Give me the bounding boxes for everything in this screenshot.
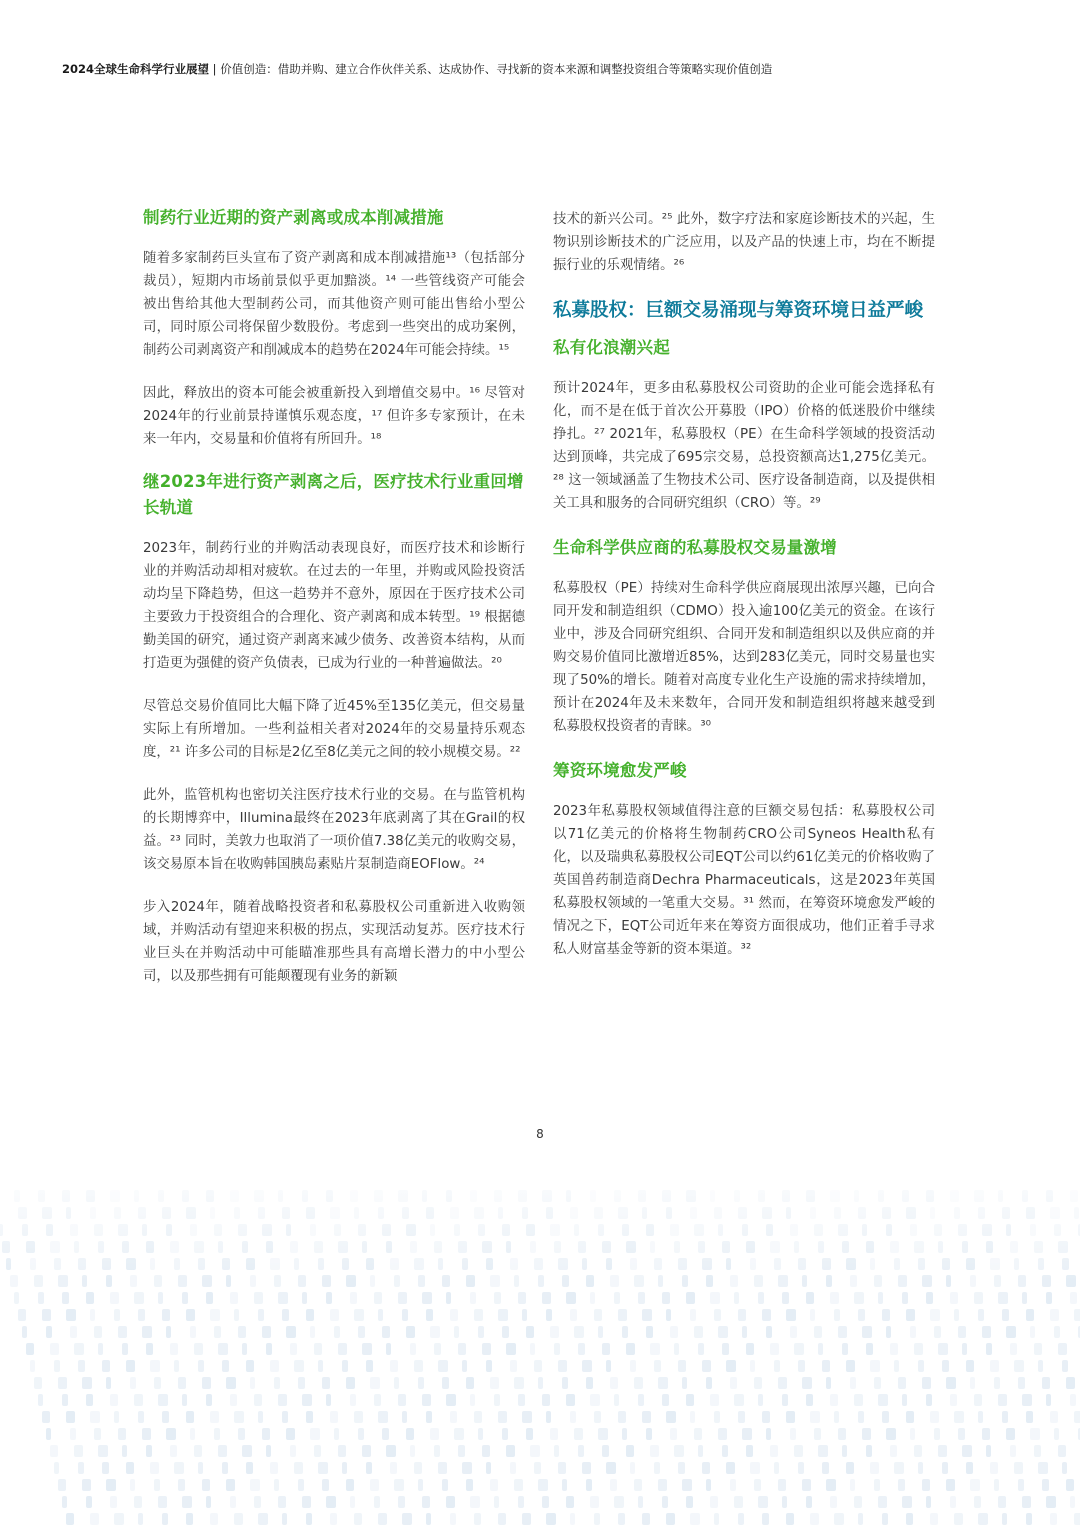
paragraph: 2023年私募股权领域值得注意的巨额交易包括：私募股权公司以71亿美元的价格将生物制药CRO公司Syneos Health私有化，以及瑞典私募股权公司EQT公司以约61亿美元的价格收购了英国兽药制造商Dechra Pharmaceuticals，这是2023年英国私募股权领域的一笔重大交易。³¹ 然而，在筹资环境愈发严峻的情况之下，EQT公司近年来在筹资方面很成功，他们正着手寻求私人财富基金等新的资本渠道。³²	[553, 804, 935, 957]
report-title: 2024全球生命科学行业展望	[62, 62, 210, 76]
paragraph: 因此，释放出的资本可能会被重新投入到增值交易中。¹⁶ 尽管对2024年的行业前景持谨慎乐观态度，¹⁷ 但许多专家预计，在未来一年内，交易量和价值将有所回升。¹⁸	[143, 386, 525, 447]
left-column	[143, 205, 525, 1008]
paragraph: 预计2024年，更多由私募股权公司资助的企业可能会选择私有化，而不是在低于首次公开募股（IPO）价格的低迷股价中继续挣扎。²⁷ 2021年，私募股权（PE）在生命科学领域的投资活动达到顶峰，共完成了695宗交易，总投资额高达1,275亿美元。²⁸ 这一领域涵盖了生物技术公司、医疗设备制造商，以及提供相关工具和服务的合同研究组织（CRO）等。²⁹	[553, 381, 935, 511]
right-column	[553, 208, 935, 981]
page-header	[62, 61, 1042, 77]
section-heading-fundraising: 筹资环境愈发严峻	[553, 761, 687, 780]
paragraph: 步入2024年，随着战略投资者和私募股权公司重新进入收购领域，并购活动有望迎来积极的拐点，实现活动复苏。医疗技术行业巨头在并购活动中可能瞄准那些具有高增长潜力的中小型公司，以及那些拥有可能颠覆现有业务的新颖	[143, 900, 525, 984]
paragraph: 技术的新兴公司。²⁵ 此外，数字疗法和家庭诊断技术的兴起，生物识别诊断技术的广泛应用，以及产品的快速上市，均在不断提振行业的乐观情绪。²⁶	[553, 212, 935, 273]
page-number: 8	[536, 1127, 544, 1141]
section-title-private-equity: 私募股权：巨额交易涌现与筹资环境日益严峻	[553, 300, 924, 321]
paragraph: 2023年，制药行业的并购活动表现良好，而医疗技术和诊断行业的并购活动却相对疲软。在过去的一年里，并购或风险投资活动均呈下降趋势，但这一趋势并不意外，原因在于医疗技术公司主要致力于投资组合的合理化、资产剥离和成本转型。¹⁹ 根据德勤美国的研究，通过资产剥离来减少债务、改善资本结构，从而打造更为强健的资产负债表，已成为行业的一种普遍做法。²⁰	[143, 541, 525, 671]
paragraph: 此外，监管机构也密切关注医疗技术行业的交易。在与监管机构的长期博弈中，Illumina最终在2023年底剥离了其在Grail的权益。²³ 同时，美敦力也取消了一项价值7.38亿美元的收购交易，该交易原本旨在收购韩国胰岛素贴片泵制造商EOFlow。²⁴	[143, 788, 525, 872]
decorative-dot-pattern	[0, 1150, 1080, 1526]
section-heading-medtech: 继2023年进行资产剥离之后，医疗技术行业重回增长轨道	[143, 472, 524, 517]
paragraph: 私募股权（PE）持续对生命科学供应商展现出浓厚兴趣，已向合同开发和制造组织（CDMO）投入逾100亿美元的资金。在该行业中，涉及合同研究组织、合同开发和制造组织以及供应商的并购交易价值同比激增近85%，达到283亿美元，同时交易量也实现了50%的增长。随着对高度专业化生产设施的需求持续增加，预计在2024年及未来数年，合同开发和制造组织将越来越受到私募股权投资者的青睐。³⁰	[553, 581, 935, 734]
section-heading-privatization: 私有化浪潮兴起	[553, 338, 670, 357]
report-subtitle: | 价值创造：借助并购、建立合作伙伴关系、达成协作、寻找新的资本来源和调整投资组合等策略实现价值创造	[209, 62, 773, 76]
section-heading-divestiture: 制药行业近期的资产剥离或成本削减措施	[143, 208, 444, 227]
section-heading-supplier-pe: 生命科学供应商的私募股权交易量激增	[553, 538, 837, 557]
paragraph: 尽管总交易价值同比大幅下降了近45%至135亿美元，但交易量实际上有所增加。一些利益相关者对2024年的交易量持乐观态度，²¹ 许多公司的目标是2亿至8亿美元之间的较小规模交易。²²	[143, 699, 525, 760]
paragraph: 随着多家制药巨头宣布了资产剥离和成本削减措施¹³（包括部分裁员），短期内市场前景似乎更加黯淡。¹⁴ 一些管线资产可能会被出售给其他大型制药公司，而其他资产则可能出售给小型公司，同时原公司将保留少数股份。考虑到一些突出的成功案例，制药公司剥离资产和削减成本的趋势在2024年可能会持续。¹⁵	[143, 251, 525, 358]
